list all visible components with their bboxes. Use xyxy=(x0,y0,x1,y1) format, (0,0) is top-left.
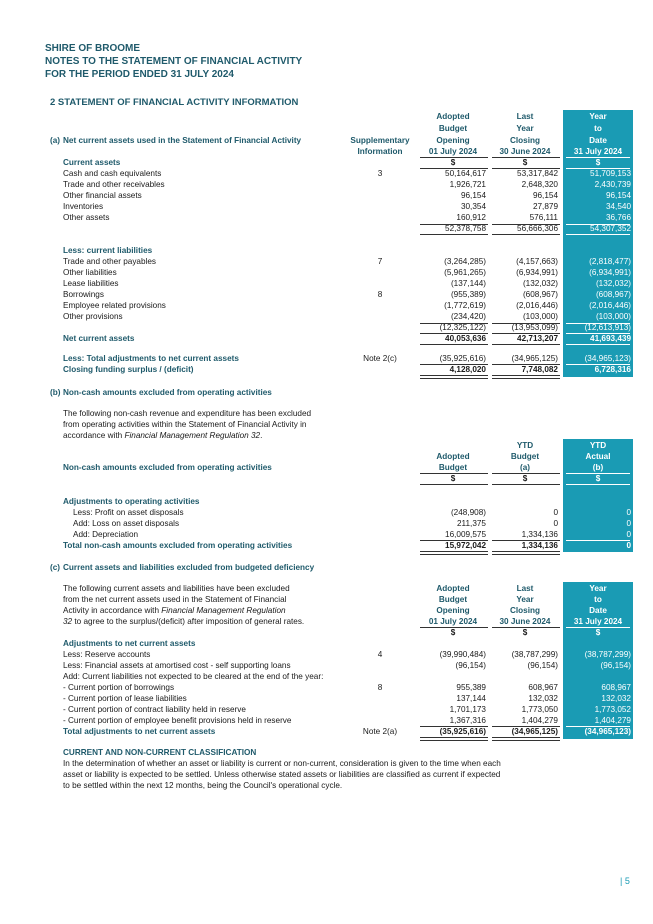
liability-row-c2: (132,032) xyxy=(522,279,558,288)
liability-row-label: Employee related provisions xyxy=(63,301,166,310)
currency: $ xyxy=(522,474,528,483)
adjustment-row-c3: (96,154) xyxy=(600,661,631,670)
c-col1-header-4: 01 July 2024 xyxy=(428,617,478,626)
closing-c3: 6,728,316 xyxy=(594,365,631,374)
adjustment-row-c3: 1,773,052 xyxy=(594,705,631,714)
current-asset-row-c1: 160,912 xyxy=(456,213,486,222)
col3-header-2: to xyxy=(594,124,602,133)
adjustment-row-label: - Current portion of borrowings xyxy=(63,683,175,692)
c-total-note: Note 2(a) xyxy=(362,727,398,736)
total-adj-note: Note 2(c) xyxy=(363,354,397,363)
part-c-intro-end: to agree to the surplus/(deficit) after imposition of general rates. xyxy=(72,617,305,626)
part-b-table-title: Non-cash amounts excluded from operating activities xyxy=(63,463,272,472)
adjustment-row-c3: 608,967 xyxy=(601,683,631,692)
part-c-intro-3-text: Activity in accordance with xyxy=(63,606,162,615)
adjustment-row-c1: 1,701,173 xyxy=(449,705,486,714)
c-col3-header: Year xyxy=(589,584,607,593)
col3-header-3: Date xyxy=(589,136,607,145)
net-current-c2: 42,713,207 xyxy=(517,334,558,343)
part-b-intro-3-text: accordance with xyxy=(63,431,125,440)
adjustment-row-note: 4 xyxy=(377,650,383,659)
liability-row-c3: (132,032) xyxy=(595,279,631,288)
liability-row-c1: (1,772,619) xyxy=(444,301,486,310)
current-asset-row-label: Cash and cash equivalents xyxy=(63,169,162,178)
b-col2-header: YTD xyxy=(516,441,534,450)
liability-row-c2: (103,000) xyxy=(522,312,558,321)
col2-header: Last xyxy=(516,112,534,121)
liability-row-c2: (4,157,663) xyxy=(516,257,558,266)
liability-row-c3: (2,016,446) xyxy=(589,301,631,310)
liability-row-c1: (137,144) xyxy=(450,279,486,288)
noncash-row-c2: 0 xyxy=(553,519,558,528)
c-col2-header: Last xyxy=(516,584,534,593)
current-asset-row-c3: 2,430,739 xyxy=(594,180,631,189)
noncash-row-c3: 0 xyxy=(626,508,631,517)
part-b-intro-end: . xyxy=(260,431,263,440)
noncash-row-c1: 16,009,575 xyxy=(445,530,486,539)
current-asset-row-c3: 36,766 xyxy=(605,213,631,222)
adjustment-row-c2: (38,787,299) xyxy=(511,650,558,659)
classification-title: CURRENT AND NON-CURRENT CLASSIFICATION xyxy=(63,748,257,757)
current-assets-title: Current assets xyxy=(63,158,121,167)
adjustment-row-c2: 132,032 xyxy=(528,694,558,703)
adjustment-row-label: Less: Reserve accounts xyxy=(63,650,151,659)
col1-header: Adopted xyxy=(436,112,470,121)
liability-row-label: Lease liabilities xyxy=(63,279,119,288)
closing-surplus-label: Closing funding surplus / (deficit) xyxy=(63,365,194,374)
currency: $ xyxy=(450,474,456,483)
currency: $ xyxy=(522,158,528,167)
current-asset-row-c1: 1,926,721 xyxy=(449,180,486,189)
adjustment-row-label: - Current portion of employee benefit provisions held in reserve xyxy=(63,716,292,725)
b-total-c3: 0 xyxy=(626,541,631,550)
part-c-intro-4 xyxy=(63,617,304,627)
part-a-label: (a) xyxy=(50,136,61,145)
classification-text-1: In the determination of whether an asset or liability is current or non-current, consideration is given to the time when each xyxy=(63,759,501,768)
part-b-intro-italic: Financial Management Regulation 32 xyxy=(124,431,261,440)
total-adj-c3: (34,965,123) xyxy=(584,354,631,363)
c-col3-header-2: to xyxy=(594,595,602,604)
current-asset-row-c2: 53,317,842 xyxy=(517,169,558,178)
current-asset-row-c3: 34,540 xyxy=(605,202,631,211)
liability-row-c2: (608,967) xyxy=(522,290,558,299)
liability-row-c2: (6,934,991) xyxy=(516,268,558,277)
part-c-intro-1: The following current assets and liabilities have been excluded xyxy=(63,584,290,593)
total-adj-label: Less: Total adjustments to net current assets xyxy=(63,354,239,363)
current-asset-row-c1: 96,154 xyxy=(460,191,486,200)
total-adj-c2: (34,965,125) xyxy=(511,354,558,363)
supp-info-header-2: Information xyxy=(357,147,403,156)
liability-row-c3: (103,000) xyxy=(595,312,631,321)
part-c-label: (c) xyxy=(50,563,61,572)
adjustment-row-c1: (96,154) xyxy=(455,661,486,670)
adjustment-row-label: - Current portion of contract liability held in reserve xyxy=(63,705,246,714)
section-title: 2 STATEMENT OF FINANCIAL ACTIVITY INFORMATION xyxy=(50,97,299,108)
col2-header-2: Year xyxy=(516,124,534,133)
col1-header-3: Opening xyxy=(436,136,470,145)
net-current-c1: 40,053,636 xyxy=(445,334,486,343)
b-total-label: Total non-cash amounts excluded from operating activities xyxy=(63,541,293,550)
currency: $ xyxy=(450,628,456,637)
adjustment-row-label: Add: Current liabilities not expected to be cleared at the end of the year: xyxy=(63,672,324,681)
liability-row-label: Borrowings xyxy=(63,290,104,299)
adjustment-row-c2: 1,404,279 xyxy=(521,716,558,725)
b-col2-header-3: (a) xyxy=(519,463,530,472)
currency: $ xyxy=(595,474,601,483)
b-col3-header-3: (b) xyxy=(592,463,604,472)
noncash-row-c3: 0 xyxy=(626,530,631,539)
current-asset-row-c1: 30,354 xyxy=(460,202,486,211)
adjustment-row-c3: (38,787,299) xyxy=(584,650,631,659)
b-col1-header-2: Budget xyxy=(438,463,468,472)
current-asset-row-c2: 576,111 xyxy=(529,213,558,222)
part-c-intro-2: from the net current assets used in the Statement of Financial xyxy=(63,595,287,604)
page-number: | 5 xyxy=(620,876,630,886)
liability-row-c1: (5,961,265) xyxy=(444,268,486,277)
liability-row-label: Trade and other payables xyxy=(63,257,157,266)
adjustment-row-c2: (96,154) xyxy=(527,661,558,670)
col1-header-2: Budget xyxy=(438,124,468,133)
noncash-row-c3: 0 xyxy=(626,519,631,528)
part-c-title: Current assets and liabilities excluded from budgeted deficiency xyxy=(63,563,315,572)
c-total-c2: (34,965,125) xyxy=(511,727,558,736)
adjustment-row-c1: (39,990,484) xyxy=(439,650,486,659)
liability-row-label: Other provisions xyxy=(63,312,123,321)
liability-row-note: 8 xyxy=(377,290,383,299)
col1-header-4: 01 July 2024 xyxy=(428,147,478,156)
supp-info-header: Supplementary xyxy=(350,136,410,145)
b-col3-header-2: Actual xyxy=(585,452,611,461)
c-col3-header-3: Date xyxy=(589,606,607,615)
col2-header-3: Closing xyxy=(509,136,541,145)
b-col3-header: YTD xyxy=(589,441,607,450)
adjustment-row-note: 8 xyxy=(377,683,383,692)
ca-total-c3: 54,307,352 xyxy=(590,224,631,233)
closing-c2: 7,748,082 xyxy=(521,365,558,374)
adjustment-row-c1: 955,389 xyxy=(456,683,486,692)
part-b-intro-1: The following non-cash revenue and expenditure has been excluded xyxy=(63,409,312,418)
net-current-assets-label: Net current assets xyxy=(63,334,135,343)
c-col2-header-3: Closing xyxy=(509,606,541,615)
c-total-label: Total adjustments to net current assets xyxy=(63,727,216,736)
closing-c1: 4,128,020 xyxy=(449,365,486,374)
adjustment-row-c3: 132,032 xyxy=(601,694,631,703)
c-adj-title: Adjustments to net current assets xyxy=(63,639,196,648)
b-adj-title: Adjustments to operating activities xyxy=(63,497,200,506)
adjustment-row-c1: 1,367,316 xyxy=(449,716,486,725)
liability-row-c2: (2,016,446) xyxy=(516,301,558,310)
noncash-row-c2: 1,334,136 xyxy=(521,530,558,539)
part-b-intro-3 xyxy=(63,431,262,441)
liability-row-c1: (3,264,285) xyxy=(444,257,486,266)
col2-header-4: 30 June 2024 xyxy=(499,147,551,156)
c-col2-header-4: 30 June 2024 xyxy=(499,617,551,626)
currency: $ xyxy=(522,628,528,637)
col3-header: Year xyxy=(589,112,607,121)
adjustment-row-label: - Current portion of lease liabilities xyxy=(63,694,187,703)
c-col3-header-4: 31 July 2024 xyxy=(573,617,623,626)
liability-row-c3: (2,818,477) xyxy=(589,257,631,266)
adjustment-row-c3: 1,404,279 xyxy=(594,716,631,725)
current-asset-row-label: Trade and other receivables xyxy=(63,180,165,189)
total-adj-c1: (35,925,616) xyxy=(439,354,486,363)
liability-row-c1: (955,389) xyxy=(450,290,486,299)
c-col1-header: Adopted xyxy=(436,584,470,593)
classification-text-2: asset or liability is expected to be settled. Unless otherwise stated assets or liabilities are classified as current if expected xyxy=(63,770,501,779)
current-asset-row-c2: 2,648,320 xyxy=(521,180,558,189)
current-asset-row-c3: 96,154 xyxy=(605,191,631,200)
liability-row-note: 7 xyxy=(377,257,383,266)
net-current-c3: 41,693,439 xyxy=(590,334,631,343)
ca-total-c1: 52,378,758 xyxy=(445,224,486,233)
current-asset-row-label: Inventories xyxy=(63,202,104,211)
part-a-title: Net current assets used in the Statement of Financial Activity xyxy=(63,136,302,145)
noncash-row-label: Less: Profit on asset disposals xyxy=(73,508,184,517)
adjustment-row-c1: 137,144 xyxy=(456,694,486,703)
noncash-row-c1: 211,375 xyxy=(457,519,486,528)
part-c-intro-italic-2: 32 xyxy=(63,617,73,626)
liab-total-c2: (13,953,099) xyxy=(511,323,558,332)
current-asset-row-c3: 51,709,153 xyxy=(590,169,631,178)
current-asset-row-label: Other financial assets xyxy=(63,191,142,200)
noncash-row-label: Add: Loss on asset disposals xyxy=(73,519,180,528)
doc-title-line3: FOR THE PERIOD ENDED 31 JULY 2024 xyxy=(45,69,234,80)
adjustment-row-c2: 608,967 xyxy=(528,683,558,692)
b-col1-header: Adopted xyxy=(436,452,470,461)
liability-row-label: Other liabilities xyxy=(63,268,117,277)
liab-total-c1: (12,325,122) xyxy=(439,323,486,332)
c-total-c1: (35,925,616) xyxy=(439,727,486,736)
classification-text-3: to be settled within the next 12 months, being the Council's operational cycle. xyxy=(63,781,343,790)
currency: $ xyxy=(595,158,601,167)
current-asset-row-c2: 96,154 xyxy=(532,191,558,200)
part-c-intro-italic: Financial Management Regulation xyxy=(161,606,286,615)
part-b-label: (b) xyxy=(50,388,61,397)
currency: $ xyxy=(595,628,601,637)
c-col1-header-2: Budget xyxy=(438,595,468,604)
ca-total-c2: 56,666,306 xyxy=(517,224,558,233)
liab-title: Less: current liabilities xyxy=(63,246,153,255)
noncash-row-c1: (248,908) xyxy=(450,508,486,517)
doc-title-line1: SHIRE OF BROOME xyxy=(45,43,141,54)
current-asset-row-note: 3 xyxy=(377,169,383,178)
liab-total-c3: (12,613,913) xyxy=(584,323,631,332)
c-col2-header-2: Year xyxy=(516,595,534,604)
c-total-c3: (34,965,123) xyxy=(584,727,631,736)
doc-title-line2: NOTES TO THE STATEMENT OF FINANCIAL ACTIVITY xyxy=(45,56,303,67)
col3-header-4: 31 July 2024 xyxy=(573,147,623,156)
b-col2-header-2: Budget xyxy=(510,452,540,461)
current-asset-row-c1: 50,164,617 xyxy=(445,169,486,178)
current-asset-row-label: Other assets xyxy=(63,213,110,222)
noncash-row-c2: 0 xyxy=(553,508,558,517)
liability-row-c1: (234,420) xyxy=(450,312,486,321)
part-b-title: Non-cash amounts excluded from operating activities xyxy=(63,388,272,397)
part-c-intro-3 xyxy=(63,606,286,616)
part-b-intro-2: from operating activities within the Statement of Financial Activity in xyxy=(63,420,307,429)
adjustment-row-label: Less: Financial assets at amortised cost - self supporting loans xyxy=(63,661,291,670)
liability-row-c3: (6,934,991) xyxy=(589,268,631,277)
current-asset-row-c2: 27,879 xyxy=(532,202,558,211)
currency: $ xyxy=(450,158,456,167)
b-total-c2: 1,334,136 xyxy=(521,541,558,550)
adjustment-row-c2: 1,773,050 xyxy=(521,705,558,714)
c-col1-header-3: Opening xyxy=(436,606,470,615)
liability-row-c3: (608,967) xyxy=(595,290,631,299)
b-total-c1: 15,972,042 xyxy=(445,541,486,550)
noncash-row-label: Add: Depreciation xyxy=(73,530,139,539)
